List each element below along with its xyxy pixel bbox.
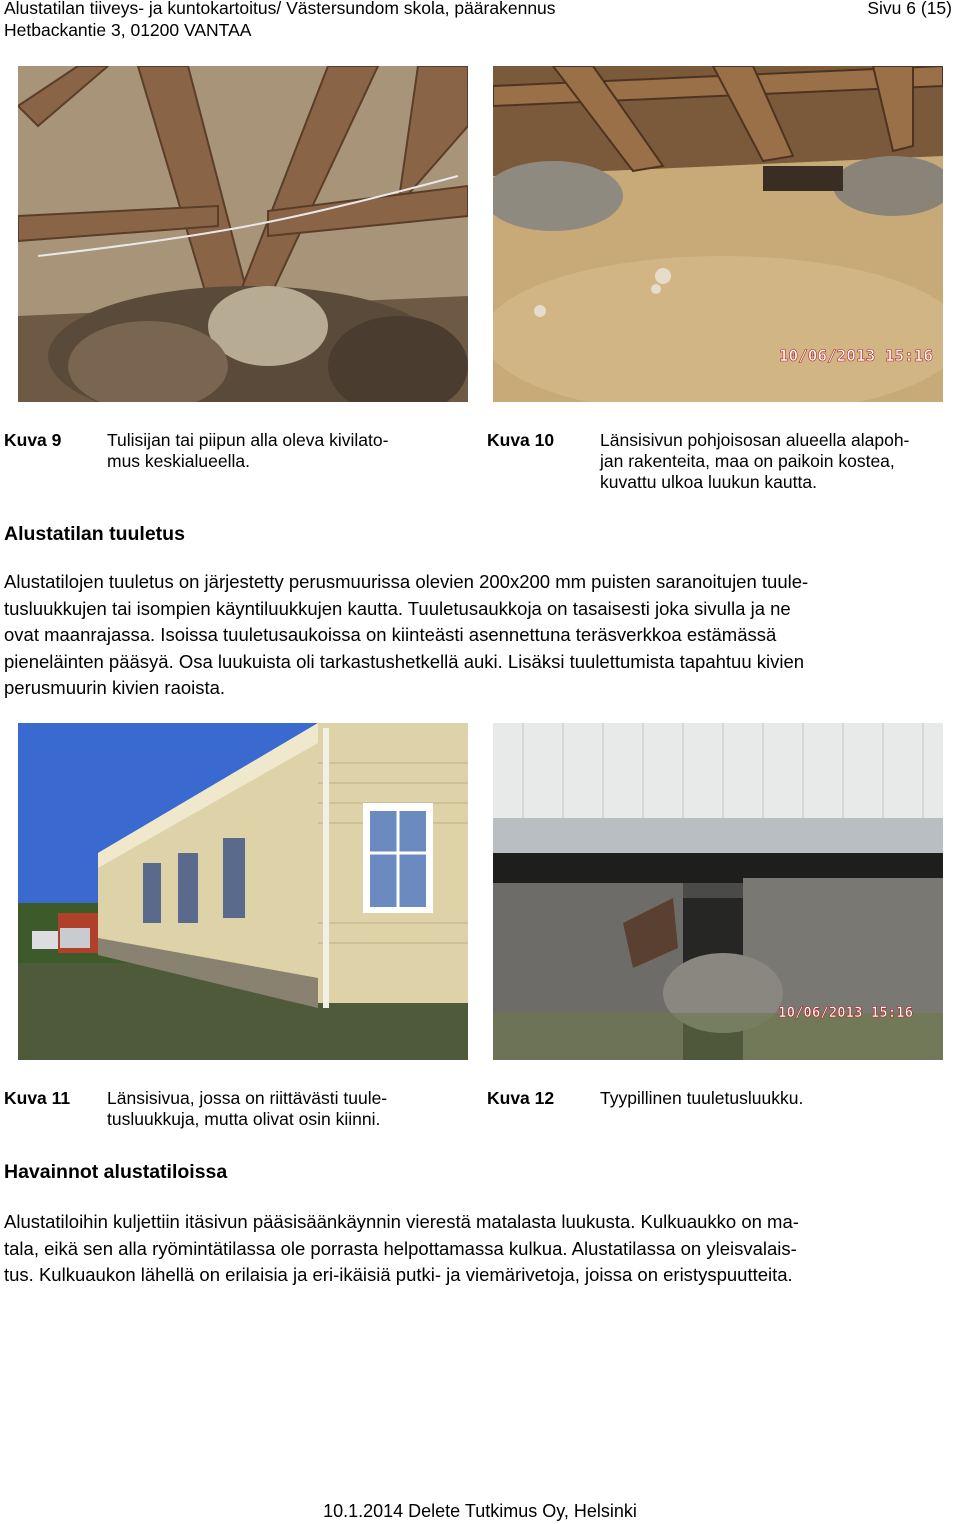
paragraph-line: tala, eikä sen alla ryömintätilassa ole porrasta helpottamassa kulkua. Alustatilassa on yleisvalais- xyxy=(4,1237,797,1259)
document-address: Hetbackantie 3, 01200 VANTAA xyxy=(4,20,252,40)
timestamp-kuva-12: 10/06/2013 15:16 xyxy=(778,1005,913,1021)
timestamp-kuva-10: 10/06/2013 15:16 xyxy=(778,346,933,365)
caption-kuva-12 xyxy=(600,1088,955,1109)
photo-kuva-12 xyxy=(493,723,943,1060)
page-footer: 10.1.2014 Delete Tutkimus Oy, Helsinki xyxy=(323,1501,637,1521)
caption-label-kuva-12: Kuva 12 xyxy=(487,1088,555,1108)
caption-label-kuva-9: Kuva 9 xyxy=(4,430,62,450)
caption-line: Länsisivua, jossa on riittävästi tuule- xyxy=(107,1088,388,1108)
section-heading-havainnot: Havainnot alustatiloissa xyxy=(4,1161,228,1183)
caption-kuva-11 xyxy=(107,1088,467,1130)
caption-line: tusluukkuja, mutta olivat osin kiinni. xyxy=(107,1109,381,1129)
caption-kuva-9 xyxy=(107,430,467,472)
document-title: Alustatilan tiiveys- ja kuntokartoitus/ Västersundom skola, päärakennus xyxy=(4,0,556,18)
caption-line: Tyypillinen tuuletusluukku. xyxy=(600,1088,804,1108)
paragraph-line: tus. Kulkuaukon lähellä on erilaisia ja eri-ikäisiä putki- ja viemärivetoja, joissa on eristyspuutteita. xyxy=(4,1264,793,1285)
caption-label-kuva-11: Kuva 11 xyxy=(4,1088,71,1108)
paragraph-line: tusluukkujen tai isompien käyntiluukkujen kautta. Tuuletusaukkoja on tasaisesti joka sivulla ja ne xyxy=(4,597,791,619)
page-number: Sivu 6 (15) xyxy=(867,0,952,18)
photo-kuva-11 xyxy=(18,723,468,1060)
paragraph-line: Alustatiloihin kuljettiin itäsivun pääsisäänkäynnin vierestä matalasta luukusta. Kulkuaukko on ma- xyxy=(4,1211,799,1232)
caption-line: kuvattu ulkoa luukun kautta. xyxy=(600,472,817,492)
caption-line: jan rakenteita, maa on paikoin kostea, xyxy=(600,451,895,471)
caption-line: Tulisijan tai piipun alla oleva kivilato- xyxy=(107,430,389,450)
paragraph-havainnot xyxy=(4,1209,954,1289)
caption-label-kuva-10: Kuva 10 xyxy=(487,430,555,450)
caption-line: Länsisivun pohjoisosan alueella alapoh- xyxy=(600,430,910,450)
paragraph-tuuletus xyxy=(4,569,954,702)
caption-kuva-10 xyxy=(600,430,955,493)
photo-kuva-9 xyxy=(18,66,468,402)
section-heading-tuuletus: Alustatilan tuuletus xyxy=(4,523,185,545)
photo-kuva-10 xyxy=(493,66,943,402)
caption-line: mus keskialueella. xyxy=(107,451,250,471)
paragraph-line: ovat maanrajassa. Isoissa tuuletusaukoissa on kiinteästi asennettuna teräsverkkoa estämässä xyxy=(4,624,777,645)
paragraph-line: pieneläinten pääsyä. Osa luukuista oli tarkastushetkellä auki. Lisäksi tuulettumista tapahtuu kivien xyxy=(4,650,805,672)
paragraph-line: perusmuurin kivien raoista. xyxy=(4,677,226,698)
paragraph-line: Alustatilojen tuuletus on järjestetty perusmuurissa olevien 200x200 mm puisten saranoitujen tuule- xyxy=(4,571,809,592)
